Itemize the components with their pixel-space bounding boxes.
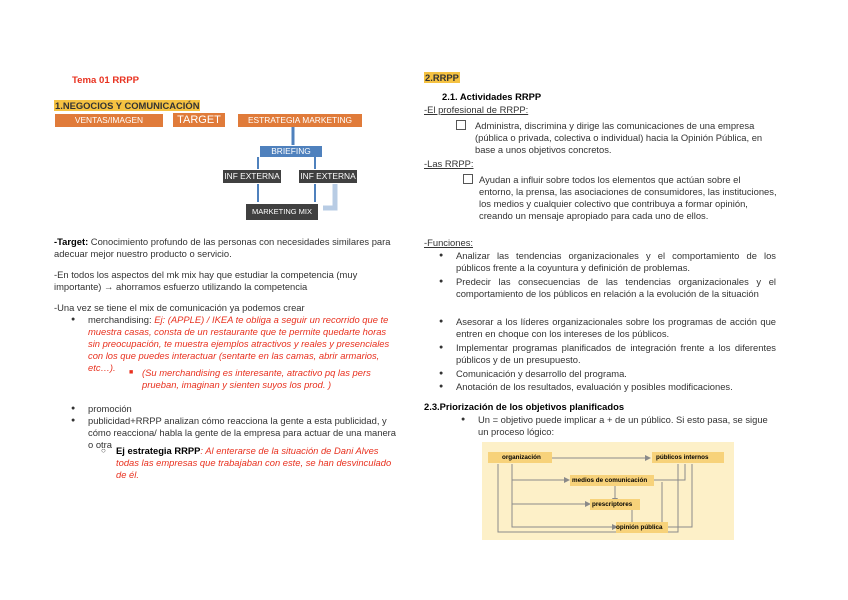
briefing-box: BRIEFING	[260, 146, 322, 157]
tema-title: Tema 01 RRPP	[72, 75, 140, 86]
section-negocios-heading: 1.NEGOCIOS Y COMUNICACIÓN	[55, 100, 200, 111]
funcion-item: ● Asesorar a los líderes organizacionales sobre los programas de acción que entren en choque con los intereses de los públicos.	[456, 316, 776, 340]
funcion-item: ● Comunicación y desarrollo del programa.	[456, 368, 776, 380]
las-rrpp-label: -Las RRPP:	[424, 158, 474, 169]
funcion-item: ● Predecir las consecuencias de las tendencias organizacionales y el comportamiento de los públicos en relación a la evolución de la situación	[456, 276, 776, 300]
funcion-item: ● Anotación de los resultados, evaluación y posibles modificaciones.	[456, 381, 776, 393]
profesional-text: Administra, discrimina y dirige las comunicaciones de una empresa (pública o privada, colectiva o individual) hacia la Opinión Pública, en base a unos objetivos concretos.	[475, 120, 763, 155]
inf-externa-box-2: INF EXTERNA	[300, 171, 356, 181]
estrategia-box: ESTRATEGIA MARKETING	[238, 114, 362, 127]
publics-flow-diagram	[482, 442, 734, 540]
actividades-heading: 2.1. Actividades RRPP	[442, 91, 542, 102]
priorizacion-heading: 2.3.Priorización de los objetivos planificados	[424, 401, 625, 412]
merchandising-item: ● merchandising: Ej: (APPLE) / IKEA te obliga a seguir un recorrido que te muestra casas, consta de un restaurante que te permite quedarte horas sin preocupación, te muestra ejemplos atractivos y reales y presenciales con los que puedes interactuar (sentarte en las camas, abrir armarios, etc…).	[88, 314, 400, 374]
profesional-label: -El profesional de RRPP:	[424, 104, 529, 115]
marketing-diagram	[53, 112, 363, 224]
funcion-item: ● Implementar programas planificados de integración frente a los diferentes públicos y de un presupuesto.	[456, 342, 776, 366]
marketing-mix-box: MARKETING MIX	[246, 204, 318, 220]
mk-mix-paragraph: -En todos los aspectos del mk mix hay que estudiar la competencia (muy importante) → ahorramos esfuerzo utilizando la competencia	[54, 269, 358, 292]
opinion-publica-box: opinión pública	[616, 522, 668, 533]
section-rrpp-heading: 2.RRPP	[425, 72, 459, 83]
priorizacion-item: ● Un = objetivo puede implicar a + de un público. Si esto pasa, se sigue un proceso lógico:	[478, 414, 774, 438]
target-paragraph: -Target: Conocimiento profundo de las personas con necesidades similares para adecuar mejor nuestro producto o servicio.	[54, 236, 391, 259]
merchandising-sub-item: ■ (Su merchandising es interesante, atractivo pq las pers prueban, imaginan y sienten suyos los prod. )	[142, 367, 400, 391]
publicidad-item: ● publicidad+RRPP analizan cómo reacciona la gente a esta publicidad, y cómo reacciona/ habla la gente de la empresa para actuar de una manera o otra	[88, 415, 400, 451]
organizacion-box: organización	[488, 452, 552, 463]
profesional-checkbox	[456, 120, 466, 130]
ej-estrategia-item: ○ Ej estrategia RRPP: Al enterarse de la situación de Dani Alves todas las empresas que trabajaban con este, se han desvinculado de él.	[116, 445, 400, 481]
funcion-item: ● Analizar las tendencias organizacionales y el comportamiento de los públicos frente a la coyuntura y definición de problemas.	[456, 250, 776, 274]
mix-intro: -Una vez se tiene el mix de comunicación ya podemos crear	[54, 302, 305, 313]
ventas-box: VENTAS/IMAGEN	[55, 114, 163, 127]
publicos-internos-box: públicos internos	[652, 452, 724, 463]
inf-externa-box-1: INF EXTERNA	[224, 171, 280, 181]
target-box: TARGET	[173, 113, 225, 127]
funciones-label: -Funciones:	[424, 237, 473, 248]
las-rrpp-text: Ayudan a influir sobre todos los elementos que actúan sobre el entorno, la prensa, las asociaciones de consumidores, las instituciones, los medios y cualquier colectivo que contribuya a formar opinión, creando un mensaje apropiado para cada uno de ellos.	[479, 174, 777, 221]
promocion-item: ● promoción	[88, 403, 400, 415]
medios-box: medios de comunicación	[570, 475, 654, 486]
las-rrpp-checkbox	[463, 174, 473, 184]
prescriptores-box: prescriptores	[590, 499, 640, 510]
